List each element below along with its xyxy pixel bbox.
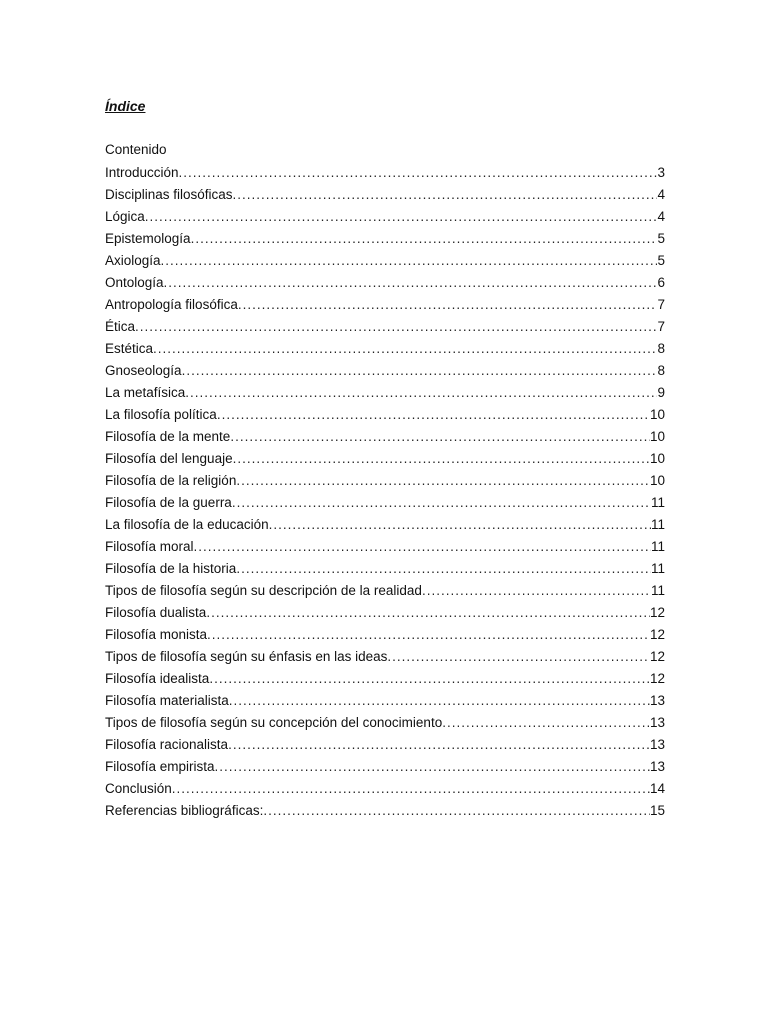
toc-dot-leader	[387, 646, 650, 668]
toc-entry-label: Filosofía empirista	[105, 759, 215, 774]
toc-entry-label: Lógica	[105, 209, 145, 224]
toc-dot-leader	[164, 272, 658, 294]
toc-entry-label: Epistemología	[105, 231, 191, 246]
toc-dot-leader	[236, 558, 651, 580]
toc-entry-label: Tipos de filosofía según su énfasis en las ideas	[105, 649, 388, 664]
toc-entry-page: 13	[649, 737, 665, 752]
toc-entry-label: Introducción	[105, 165, 179, 180]
toc-dot-leader	[207, 624, 650, 646]
toc-dot-leader	[209, 668, 650, 690]
toc-entry[interactable]	[105, 624, 665, 646]
toc-entry-page: 3	[657, 165, 665, 180]
toc-entry[interactable]	[105, 294, 665, 316]
toc-entry-page: 10	[649, 429, 665, 444]
toc-entry-label: Filosofía racionalista	[105, 737, 229, 752]
toc-dot-leader	[263, 800, 650, 822]
toc-entry[interactable]	[105, 448, 665, 470]
toc-entry[interactable]	[105, 382, 665, 404]
toc-dot-leader	[238, 294, 658, 316]
toc-dot-leader	[153, 338, 657, 360]
page-heading: Índice	[105, 98, 146, 114]
toc-entry-page: 9	[657, 385, 665, 400]
toc-entry[interactable]	[105, 162, 665, 184]
toc-entry[interactable]	[105, 800, 665, 822]
toc-entry-page: 11	[650, 495, 665, 510]
toc-entry-label: Ética	[105, 319, 136, 334]
toc-entry-label: Filosofía de la mente	[105, 429, 231, 444]
toc-entry[interactable]	[105, 470, 665, 492]
toc-entry[interactable]	[105, 338, 665, 360]
toc-dot-leader	[194, 536, 651, 558]
toc-entry-page: 6	[657, 275, 665, 290]
toc-entry[interactable]	[105, 756, 665, 778]
toc-dot-leader	[182, 360, 658, 382]
toc-entry-label: Filosofía del lenguaje	[105, 451, 233, 466]
toc-entry-label: Filosofía de la religión	[105, 473, 237, 488]
toc-entry[interactable]	[105, 536, 665, 558]
toc-list	[105, 162, 665, 822]
toc-entry[interactable]	[105, 426, 665, 448]
toc-entry-page: 5	[657, 231, 665, 246]
toc-entry-label: Filosofía de la guerra	[105, 495, 232, 510]
toc-dot-leader	[185, 382, 657, 404]
toc-entry[interactable]	[105, 316, 665, 338]
toc-entry-label: Tipos de filosofía según su descripción de la realidad	[105, 583, 422, 598]
toc-entry-label: Conclusión	[105, 781, 172, 796]
toc-entry[interactable]	[105, 184, 665, 206]
toc-entry-page: 8	[657, 341, 665, 356]
toc-dot-leader	[145, 206, 658, 228]
toc-entry[interactable]	[105, 778, 665, 800]
toc-dot-leader	[172, 778, 650, 800]
toc-entry-label: Filosofía materialista	[105, 693, 229, 708]
toc-entry[interactable]	[105, 558, 665, 580]
toc-entry[interactable]	[105, 514, 665, 536]
toc-entry-label: Antropología filosófica	[105, 297, 238, 312]
toc-entry-page: 15	[649, 803, 665, 818]
toc-title: Contenido	[105, 142, 167, 157]
toc-dot-leader	[442, 712, 650, 734]
toc-entry-page: 10	[649, 407, 665, 422]
toc-entry[interactable]	[105, 668, 665, 690]
toc-dot-leader	[233, 184, 658, 206]
toc-dot-leader	[217, 404, 650, 426]
toc-entry-page: 13	[649, 693, 665, 708]
toc-entry-page: 10	[649, 473, 665, 488]
toc-entry-label: Gnoseología	[105, 363, 182, 378]
toc-entry[interactable]	[105, 580, 665, 602]
toc-dot-leader	[269, 514, 651, 536]
toc-dot-leader	[422, 580, 651, 602]
toc-entry-page: 7	[657, 297, 665, 312]
toc-entry-page: 11	[650, 539, 665, 554]
toc-entry[interactable]	[105, 228, 665, 250]
toc-entry-label: Filosofía de la historia	[105, 561, 237, 576]
toc-entry-page: 13	[649, 715, 665, 730]
toc-entry[interactable]	[105, 646, 665, 668]
toc-entry-page: 11	[650, 583, 665, 598]
toc-entry-page: 11	[650, 517, 665, 532]
toc-entry[interactable]	[105, 404, 665, 426]
toc-dot-leader	[230, 426, 650, 448]
toc-dot-leader	[232, 492, 651, 514]
toc-entry[interactable]	[105, 272, 665, 294]
toc-entry[interactable]	[105, 690, 665, 712]
toc-entry-label: Filosofía idealista	[105, 671, 210, 686]
toc-entry-label: Ontología	[105, 275, 164, 290]
toc-entry[interactable]	[105, 360, 665, 382]
toc-entry[interactable]	[105, 734, 665, 756]
toc-entry-page: 12	[649, 627, 665, 642]
toc-entry-page: 4	[657, 187, 665, 202]
toc-entry-page: 4	[657, 209, 665, 224]
toc-entry-page: 7	[657, 319, 665, 334]
toc-dot-leader	[229, 690, 650, 712]
toc-dot-leader	[215, 756, 650, 778]
toc-entry-label: Axiología	[105, 253, 161, 268]
toc-entry-label: Estética	[105, 341, 154, 356]
toc-entry-page: 10	[649, 451, 665, 466]
toc-dot-leader	[161, 250, 658, 272]
toc-entry-page: 8	[657, 363, 665, 378]
toc-entry-page: 12	[649, 649, 665, 664]
toc-dot-leader	[228, 734, 650, 756]
toc-entry-label: Referencias bibliográficas:	[105, 803, 264, 818]
toc-entry[interactable]	[105, 250, 665, 272]
toc-entry-label: Disciplinas filosóficas	[105, 187, 233, 202]
toc-entry-page: 5	[657, 253, 665, 268]
toc-dot-leader	[233, 448, 650, 470]
toc-entry-label: La filosofía política	[105, 407, 217, 422]
toc-entry-page: 14	[649, 781, 665, 796]
toc-dot-leader	[191, 228, 658, 250]
toc-entry-page: 12	[649, 671, 665, 686]
toc-entry[interactable]	[105, 206, 665, 228]
toc-entry-page: 12	[649, 605, 665, 620]
toc-entry-label: La filosofía de la educación	[105, 517, 269, 532]
toc-dot-leader	[135, 316, 657, 338]
toc-entry[interactable]	[105, 602, 665, 624]
toc-dot-leader	[236, 470, 650, 492]
toc-entry-label: Filosofía moral	[105, 539, 194, 554]
toc-entry[interactable]	[105, 712, 665, 734]
toc-entry-label: Filosofía dualista	[105, 605, 207, 620]
toc-dot-leader	[179, 162, 658, 184]
toc-entry-page: 11	[650, 561, 665, 576]
toc-entry-label: Filosofía monista	[105, 627, 208, 642]
toc-entry-label: La metafísica	[105, 385, 186, 400]
document-page	[105, 96, 665, 822]
toc-entry[interactable]	[105, 492, 665, 514]
toc-entry-label: Tipos de filosofía según su concepción del conocimiento	[105, 715, 443, 730]
toc-entry-page: 13	[649, 759, 665, 774]
toc-dot-leader	[206, 602, 650, 624]
